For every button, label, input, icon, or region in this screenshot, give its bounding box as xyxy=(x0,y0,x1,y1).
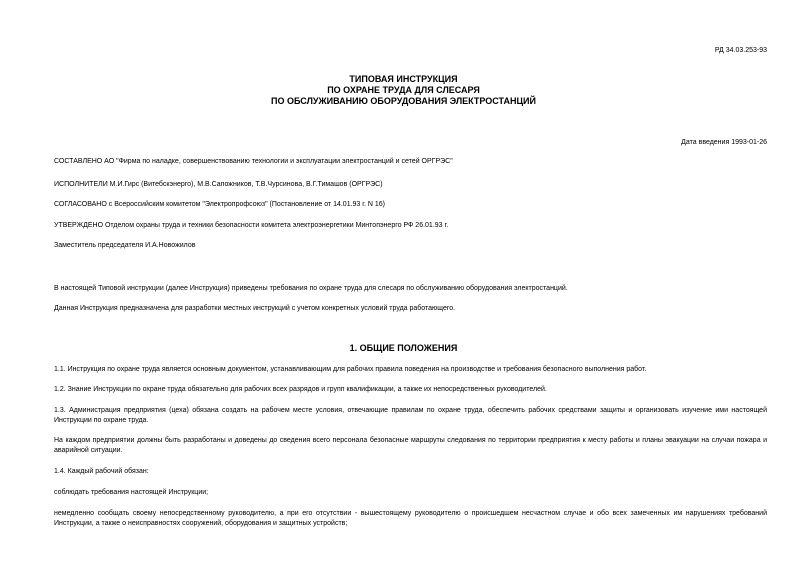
credits-performers: ИСПОЛНИТЕЛИ М.И.Гирс (Витебскэнерго), М.В.Сапожников, Т.В.Чурсинова, В.Г.Тимашов (ОРГРЭС) xyxy=(54,181,383,188)
introduction-date: Дата введения 1993-01-26 xyxy=(681,139,767,146)
clause-1-4: 1.4. Каждый рабочий обязан: xyxy=(54,468,149,475)
credits-composed: СОСТАВЛЕНО АО "Фирма по наладке, совершенствованию технологии и эксплуатации электростанций и сетей ОРГРЭС" xyxy=(54,158,453,165)
credits-agreed: СОГЛАСОВАНО с Всероссийским комитетом "Электропрофсоюз" (Постановление от 14.01.93 г. N 16) xyxy=(54,201,385,208)
title-line-3: ПО ОБСЛУЖИВАНИЮ ОБОРУДОВАНИЯ ЭЛЕКТРОСТАНЦИЙ xyxy=(270,96,536,106)
credits-approved: УТВЕРЖДЕНО Отделом охраны труда и техники безопасности комитета электроэнергетики Минтопэнерго РФ 26.01.93 г. xyxy=(54,222,449,229)
clause-1-3: 1.3. Администрация предприятия (цеха) обязана создать на рабочем месте условия, отвечающие правилам по охране труда, обеспечить рабочих средствами защиты и организовать изучение ими настоящей Инструкции по охране труда. xyxy=(54,407,767,424)
document-title xyxy=(0,74,807,107)
title-line-2: ПО ОХРАНЕ ТРУДА ДЛЯ СЛЕСАРЯ xyxy=(327,85,480,95)
document-code: РД 34.03.253-93 xyxy=(714,47,767,54)
title-line-1: ТИПОВАЯ ИНСТРУКЦИЯ xyxy=(349,74,458,84)
clause-1-2: 1.2. Знание Инструкции по охране труда обязательно для рабочих всех разрядов и групп квалификации, а также их непосредственных руководителей. xyxy=(54,386,547,393)
preamble-paragraph-1: В настоящей Типовой инструкции (далее Инструкция) приведены требования по охране труда для слесаря по обслуживанию оборудования электростанций. xyxy=(54,285,568,292)
credits-deputy: Заместитель председателя И.А.Новожилов xyxy=(54,242,196,249)
preamble-paragraph-2: Данная Инструкция предназначена для разработки местных инструкций с учетом конкретных условий труда работающего. xyxy=(54,305,456,312)
clause-1-4-item-a: соблюдать требования настоящей Инструкции; xyxy=(54,489,209,496)
section-1-title: 1. ОБЩИЕ ПОЛОЖЕНИЯ xyxy=(349,343,458,353)
clause-1-4-item-b: немедленно сообщать своему непосредственному руководителю, а при его отсутствии - вышестоящему руководителю о происшедшем несчастном случае и обо всех замеченных им нарушениях требований Инструкции, а также о неисправностях сооружений, оборудования и защитных устройств; xyxy=(54,510,767,527)
clause-1-3-evacuation: На каждом предприятии должны быть разработаны и доведены до сведения всего персонала безопасные маршруты следования по территории предприятия к месту работы и планы эвакуации на случаи пожара и аварийной ситуации. xyxy=(54,437,767,454)
clause-1-1: 1.1. Инструкция по охране труда является основным документом, устанавливающим для рабочих правила поведения на производстве и требования безопасного выполнения работ. xyxy=(54,366,647,373)
